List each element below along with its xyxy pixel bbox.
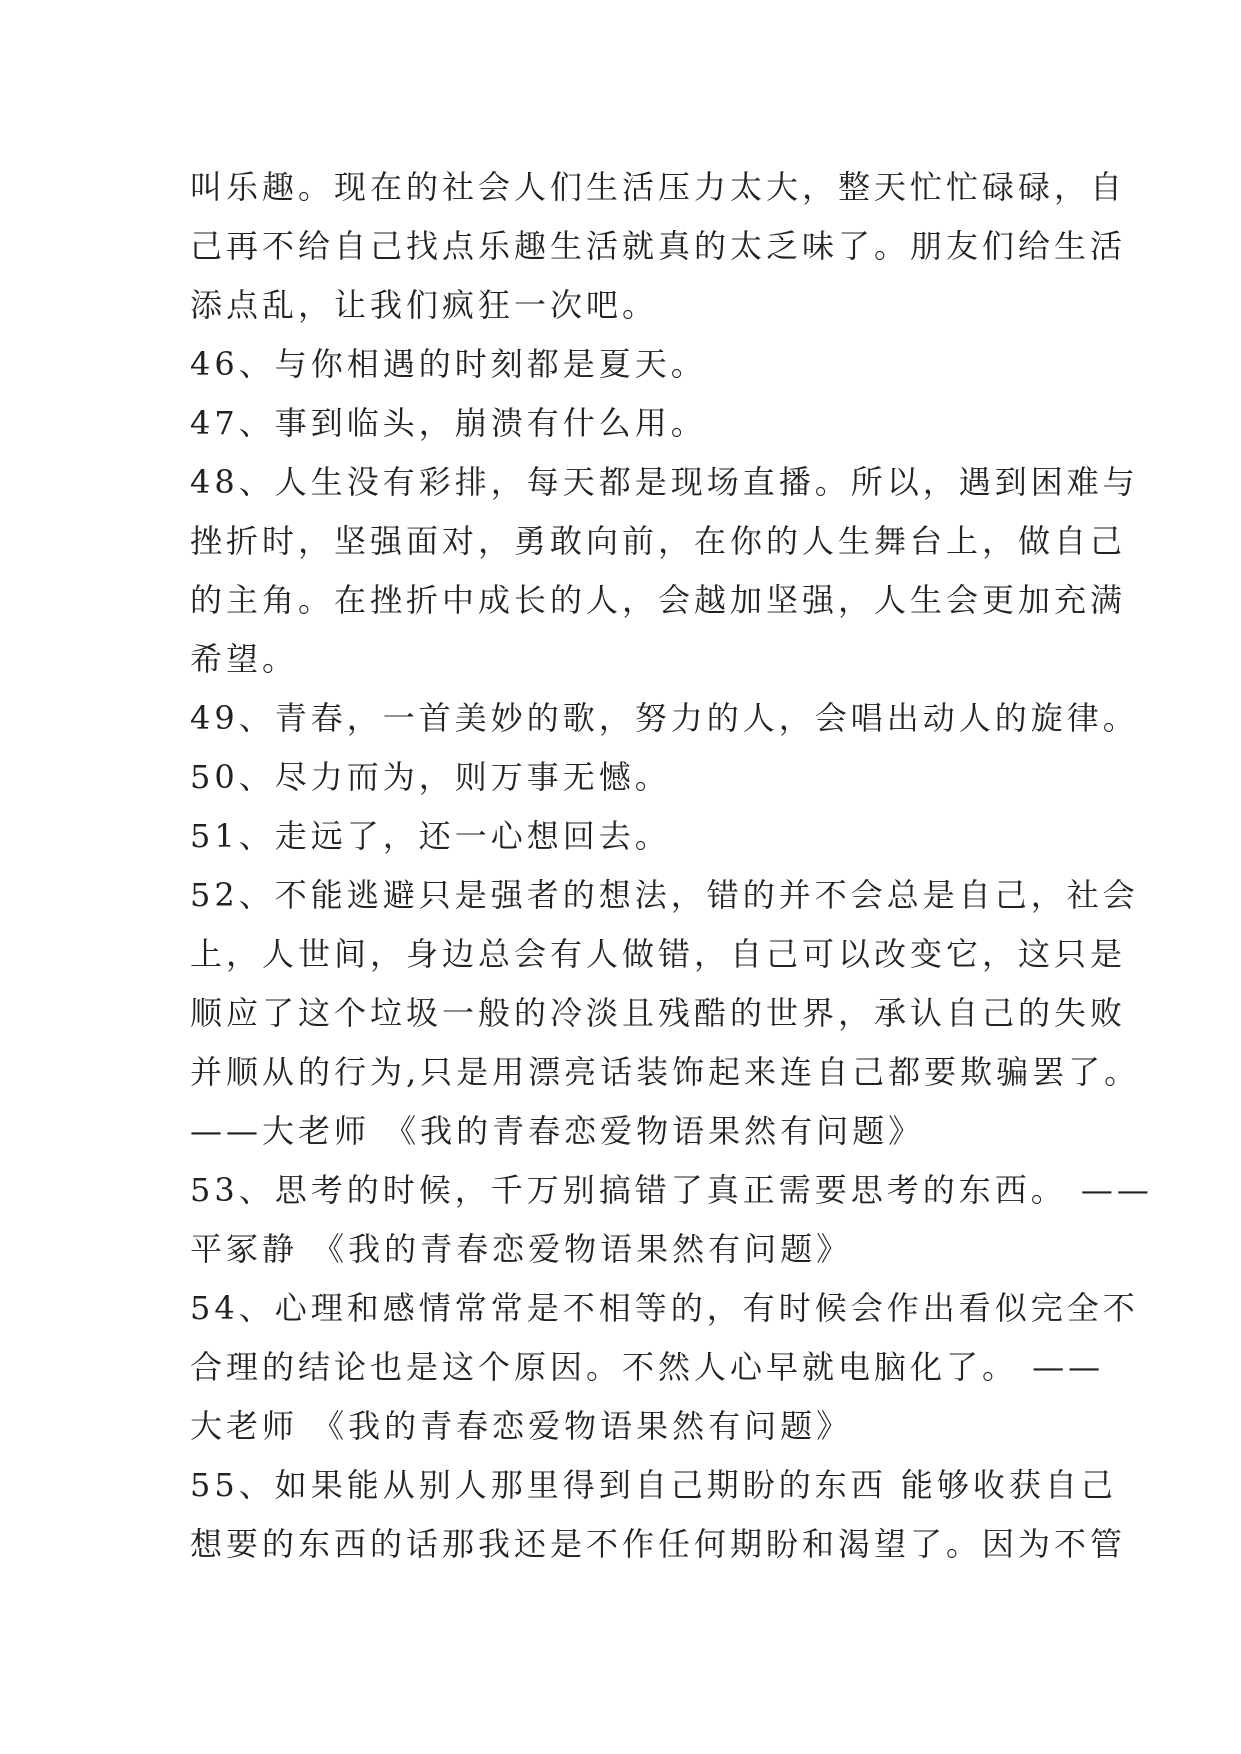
text-line: 52、不能逃避只是强者的想法，错的并不会总是自己，社会 bbox=[190, 876, 1139, 914]
text-line: 己再不给自己找点乐趣生活就真的太乏味了。朋友们给生活 bbox=[190, 227, 1127, 265]
body-text bbox=[190, 158, 1153, 1574]
text-line: 47、事到临头，崩溃有什么用。 bbox=[190, 404, 707, 442]
text-line: 48、人生没有彩排，每天都是现场直播。所以，遇到困难与 bbox=[190, 463, 1139, 501]
text-line: 大老师 《我的青春恋爱物语果然有问题》 bbox=[190, 1407, 853, 1445]
text-line: 54、心理和感情常常是不相等的，有时候会作出看似完全不 bbox=[190, 1289, 1139, 1327]
text-line: 50、尽力而为，则万事无憾。 bbox=[190, 758, 671, 796]
text-line: 53、思考的时候，千万别搞错了真正需要思考的东西。 —— bbox=[190, 1171, 1153, 1209]
text-line: 46、与你相遇的时刻都是夏天。 bbox=[190, 345, 707, 383]
text-line: 顺应了这个垃圾一般的冷淡且残酷的世界，承认自己的失败 bbox=[190, 994, 1127, 1032]
text-line: 想要的东西的话那我还是不作任何期盼和渴望了。因为不管 bbox=[190, 1525, 1127, 1563]
text-line: 挫折时，坚强面对，勇敢向前，在你的人生舞台上，做自己 bbox=[190, 522, 1127, 560]
text-line: 添点乱，让我们疯狂一次吧。 bbox=[190, 286, 659, 324]
text-line: 并顺从的行为,只是用漂亮话装饰起来连自己都要欺骗罢了。 bbox=[190, 1053, 1141, 1091]
text-line: 叫乐趣。现在的社会人们生活压力太大，整天忙忙碌碌，自 bbox=[190, 168, 1127, 206]
text-line: 上，人世间，身边总会有人做错，自己可以改变它，这只是 bbox=[190, 935, 1127, 973]
text-line: 平冢静 《我的青春恋爱物语果然有问题》 bbox=[190, 1230, 853, 1268]
text-line: 55、如果能从别人那里得到自己期盼的东西 能够收获自己 bbox=[190, 1466, 1117, 1504]
text-line: 合理的结论也是这个原因。不然人心早就电脑化了。 —— bbox=[190, 1348, 1105, 1386]
text-line: 51、走远了，还一心想回去。 bbox=[190, 817, 671, 855]
text-line: 49、青春，一首美妙的歌，努力的人，会唱出动人的旋律。 bbox=[190, 699, 1139, 737]
text-line: 的主角。在挫折中成长的人，会越加坚强，人生会更加充满 bbox=[190, 581, 1127, 619]
text-line: ——大老师 《我的青春恋爱物语果然有问题》 bbox=[190, 1112, 925, 1150]
text-line: 希望。 bbox=[190, 640, 299, 678]
